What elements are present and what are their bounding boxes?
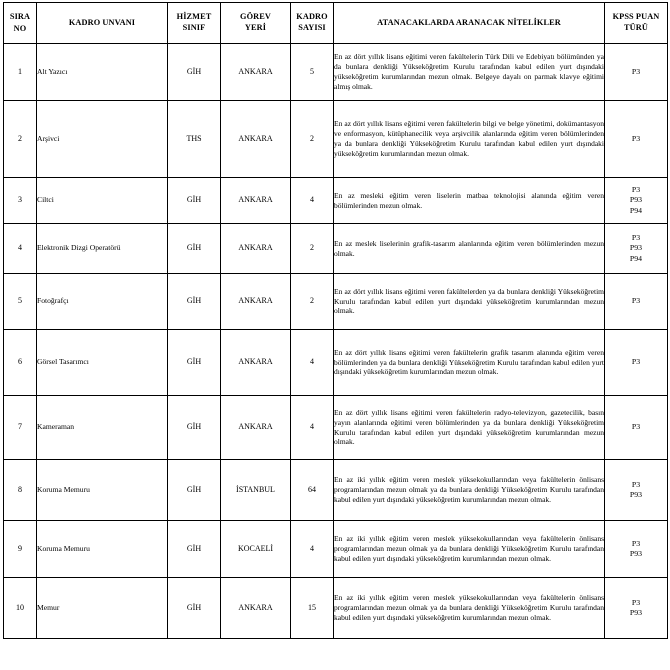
cell-sira-no: 9 [4,521,37,578]
column-header-hizmet-sinifi [168,3,221,44]
cell-nitelikler: En az dört yıllık lisans eğitimi veren fakültelerin bilgi ve belge yönetimi, dokümantasyon ve enformasyon, kütüphanecilik veya arşivcilik alanlarında eğitim veren bölümlerinden ya da bunlara denkliği Yükseköğretim Kurulu tarafından kabul edilen yurt dışındaki yükseköğretim kurumlarından mezun olmak. [334,101,605,178]
cell-gorev-yeri: ANKARA [221,330,291,396]
header-line: HİZMET [176,12,212,22]
cell-kpss-puan-turu [605,521,668,578]
table-row [4,274,668,330]
cell-nitelikler: En az mesleki eğitim veren liselerin matbaa teknolojisi alanında eğitim veren bölümlerinden mezun olmak. [334,178,605,224]
cell-gorev-yeri: ANKARA [221,224,291,274]
cell-sira-no: 10 [4,578,37,639]
cell-kadro-sayisi: 2 [291,274,334,330]
cell-hizmet-sinifi: GİH [168,396,221,460]
cell-gorev-yeri: ANKARA [221,101,291,178]
cell-kpss-puan-turu [605,330,668,396]
cell-gorev-yeri: KOCAELİ [221,521,291,578]
cell-nitelikler: En az dört yıllık lisans eğitimi veren fakültelerin grafik tasarım alanında eğitim veren bölümlerinden ya da bunlara denkliği Yükseköğretim Kurulu tarafından kabul edilen yurt dışındaki yükseköğretim kurumlarından mezun olmak. [334,330,605,396]
kpss-puan-kodu: P3 [631,185,641,195]
kpss-puan-kodu: P3 [631,479,641,489]
cell-sira-no: 6 [4,330,37,396]
cell-gorev-yeri: ANKARA [221,178,291,224]
cell-sira-no: 7 [4,396,37,460]
cell-sira-no: 5 [4,274,37,330]
header-line: KPSS PUAN [612,12,660,22]
kpss-puan-kodu: P93 [629,195,643,205]
cell-gorev-yeri: ANKARA [221,578,291,639]
column-header-kadro-sayisi [291,3,334,44]
header-line: KADRO [296,12,328,22]
cell-kpss-puan-turu [605,396,668,460]
cell-kadro-unvani: Arşivci [37,101,168,178]
header-line: NO [13,23,27,33]
column-header-sira-no [4,3,37,44]
table-header [4,3,668,44]
cell-kadro-unvani: Ciltci [37,178,168,224]
kpss-puan-kodu: P94 [629,253,643,263]
cell-kadro-unvani: Koruma Memuru [37,521,168,578]
cell-sira-no: 3 [4,178,37,224]
cell-kadro-unvani: Alt Yazıcı [37,44,168,101]
kpss-puan-kodu: P3 [631,422,641,432]
cell-hizmet-sinifi: GİH [168,224,221,274]
table-body [4,44,668,639]
cell-kadro-sayisi: 15 [291,578,334,639]
kpss-puan-kodu: P93 [629,608,643,617]
cell-kadro-unvani: Kameraman [37,396,168,460]
kpss-puan-kodu: P93 [629,243,643,253]
table-row [4,44,668,101]
cell-gorev-yeri: ANKARA [221,274,291,330]
cell-nitelikler: En az meslek liselerinin grafik-tasarım alanlarında eğitim veren bölümlerinden mezun olmak. [334,224,605,274]
cell-kadro-unvani: Koruma Memuru [37,460,168,521]
cell-kadro-sayisi: 5 [291,44,334,101]
table-row [4,460,668,521]
cell-hizmet-sinifi: GİH [168,460,221,521]
table-row [4,330,668,396]
cell-kadro-unvani: Memur [37,578,168,639]
cell-kadro-sayisi: 4 [291,330,334,396]
kpss-puan-kodu: P3 [631,538,641,548]
cell-sira-no: 2 [4,101,37,178]
table-row [4,101,668,178]
cell-nitelikler: En az dört yıllık lisans eğitimi veren fakültelerin radyo-televizyon, gazetecilik, basın yayın alanlarında eğitimi veren bölümlerinden ya da bunlara denkliği Yükseköğretim Kurulu tarafından kabul edilen yurt dışındaki yükseköğretim kurumlarından mezun olmak. [334,396,605,460]
cell-nitelikler: En az iki yıllık eğitim veren meslek yüksekokullarından veya fakültelerin önlisans programlarından mezun olmak ya da bunlara denkliği Yükseköğretim Kurulu tarafından kabul edilen yurt dışındaki yükseköğretim kurumlarından mezun olmak. [334,578,605,639]
cell-kpss-puan-turu [605,178,668,224]
cell-kadro-unvani: Fotoğrafçı [37,274,168,330]
table-row [4,224,668,274]
cell-gorev-yeri: ANKARA [221,396,291,460]
cell-hizmet-sinifi: GİH [168,178,221,224]
cell-kadro-unvani: Elektronik Dizgi Operatörü [37,224,168,274]
header-line: GÖREV [240,12,271,22]
cell-kpss-puan-turu [605,44,668,101]
kpss-puan-kodu: P3 [631,296,641,306]
kpss-puan-kodu: P3 [631,133,641,143]
cell-nitelikler: En az iki yıllık eğitim veren meslek yüksekokullarından veya fakültelerin önlisans programlarından mezun olmak ya da bunlara denkliği Yükseköğretim Kurulu tarafından kabul edilen yurt dışındaki yükseköğretim kurumlarından mezun olmak. [334,460,605,521]
cell-gorev-yeri: İSTANBUL [221,460,291,521]
cell-kadro-sayisi: 4 [291,521,334,578]
column-header-kadro-unvani: KADRO UNVANI [37,3,168,44]
table-row [4,178,668,224]
cell-kadro-sayisi: 4 [291,178,334,224]
cell-kadro-sayisi: 2 [291,224,334,274]
kpss-puan-kodu: P93 [629,490,643,499]
cell-kpss-puan-turu [605,274,668,330]
kpss-puan-kodu: P3 [631,357,641,367]
column-header-kpss-puan-turu [605,3,668,44]
cell-sira-no: 1 [4,44,37,101]
kpss-puan-kodu: P93 [629,549,643,558]
header-line: SINIF [182,23,206,32]
table-row [4,521,668,578]
kpss-puan-kodu: P3 [631,597,641,607]
header-line: SIRA [9,11,31,21]
cell-kpss-puan-turu [605,101,668,178]
header-line: SAYISI [298,23,326,32]
cell-hizmet-sinifi: GİH [168,44,221,101]
cell-kadro-sayisi: 2 [291,101,334,178]
cell-nitelikler: En az iki yıllık eğitim veren meslek yüksekokullarından veya fakültelerin önlisans programlarından mezun olmak ya da bunlara denkliği Yükseköğretim Kurulu tarafından kabul edilen yurt dışındaki yükseköğretim kurumlarından mezun olmak. [334,521,605,578]
cell-hizmet-sinifi: GİH [168,330,221,396]
cell-nitelikler: En az dört yıllık lisans eğitimi veren fakültelerin Türk Dili ve Edebiyatı bölümünden ya da bunlara denkliği Yükseköğretim Kurulu tarafından kabul edilen yurt dışındaki yükseköğretim kurumlarından mezun olmak. Belgeye dayalı on parmak klavye eğitimi almış olmak. [334,44,605,101]
cell-sira-no: 4 [4,224,37,274]
cell-sira-no: 8 [4,460,37,521]
table-row [4,578,668,639]
cell-kpss-puan-turu [605,460,668,521]
header-row [4,3,668,44]
cell-kpss-puan-turu [605,578,668,639]
kadro-ilan-table [3,2,668,639]
cell-gorev-yeri: ANKARA [221,44,291,101]
cell-kadro-sayisi: 64 [291,460,334,521]
cell-kpss-puan-turu [605,224,668,274]
cell-kadro-unvani: Görsel Tasarımcı [37,330,168,396]
cell-hizmet-sinifi: THS [168,101,221,178]
cell-hizmet-sinifi: GİH [168,521,221,578]
table-row [4,396,668,460]
cell-nitelikler: En az dört yıllık lisans eğitimi veren fakültelerden ya da bunlara denkliği Yükseköğretim Kurulu tarafından kabul edilen yurt dışındaki yükseköğretim kurumlarından mezun olmak. [334,274,605,330]
kpss-puan-kodu: P94 [629,205,643,215]
kpss-puan-kodu: P3 [631,233,641,243]
header-line: TÜRÜ [624,23,648,32]
kpss-puan-kodu: P3 [631,66,641,76]
column-header-gorev-yeri [221,3,291,44]
column-header-nitelikler: ATANACAKLARDA ARANACAK NİTELİKLER [334,3,605,44]
cell-kadro-sayisi: 4 [291,396,334,460]
header-line: YERİ [244,23,267,32]
cell-hizmet-sinifi: GİH [168,274,221,330]
cell-hizmet-sinifi: GİH [168,578,221,639]
